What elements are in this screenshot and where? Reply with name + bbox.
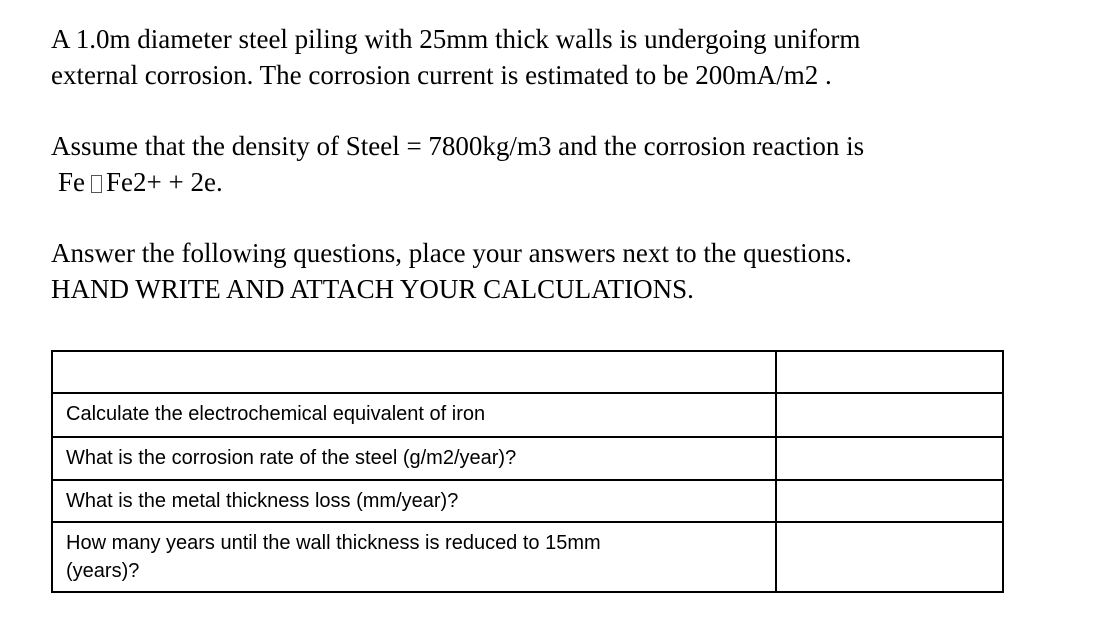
question-cell: What is the metal thickness loss (mm/year)? xyxy=(52,480,776,522)
question-cell: Calculate the electrochemical equivalent of iron xyxy=(52,393,776,437)
reaction-equation xyxy=(51,165,864,201)
instructions-line-1: Answer the following questions, place your answers next to the questions. xyxy=(51,238,852,268)
table-row xyxy=(52,480,1003,522)
missing-arrow-glyph-icon xyxy=(91,175,102,193)
reaction-reactant: Fe xyxy=(58,166,85,197)
instructions-paragraph xyxy=(51,236,852,307)
answer-cell[interactable] xyxy=(776,437,1003,480)
instructions-line-2: HAND WRITE AND ATTACH YOUR CALCULATIONS. xyxy=(51,273,694,304)
question-cell: What is the corrosion rate of the steel (g/m2/year)? xyxy=(52,437,776,480)
question-line-1: How many years until the wall thickness is reduced to 15mm xyxy=(66,532,601,554)
answer-cell[interactable] xyxy=(776,522,1003,592)
problem-statement-line-2: external corrosion. The corrosion current is estimated to be 200mA/m2 . xyxy=(51,59,832,90)
problem-statement-line-1: A 1.0m diameter steel piling with 25mm thick walls is undergoing uniform xyxy=(51,24,861,54)
header-question-cell xyxy=(52,351,776,393)
questions-table xyxy=(51,350,1004,593)
reaction-products: Fe2+ + 2e. xyxy=(106,166,223,197)
question-line-2: (years)? xyxy=(66,560,140,582)
table-header-row xyxy=(52,351,1003,393)
assumptions-paragraph xyxy=(51,129,864,200)
table-row xyxy=(52,393,1003,437)
answer-cell[interactable] xyxy=(776,393,1003,437)
answer-cell[interactable] xyxy=(776,480,1003,522)
header-answer-cell xyxy=(776,351,1003,393)
assumptions-line-1: Assume that the density of Steel = 7800kg/m3 and the corrosion reaction is xyxy=(51,131,865,161)
problem-statement-paragraph xyxy=(51,22,860,93)
question-cell xyxy=(52,522,776,592)
table-row xyxy=(52,522,1003,592)
table-row xyxy=(52,437,1003,480)
